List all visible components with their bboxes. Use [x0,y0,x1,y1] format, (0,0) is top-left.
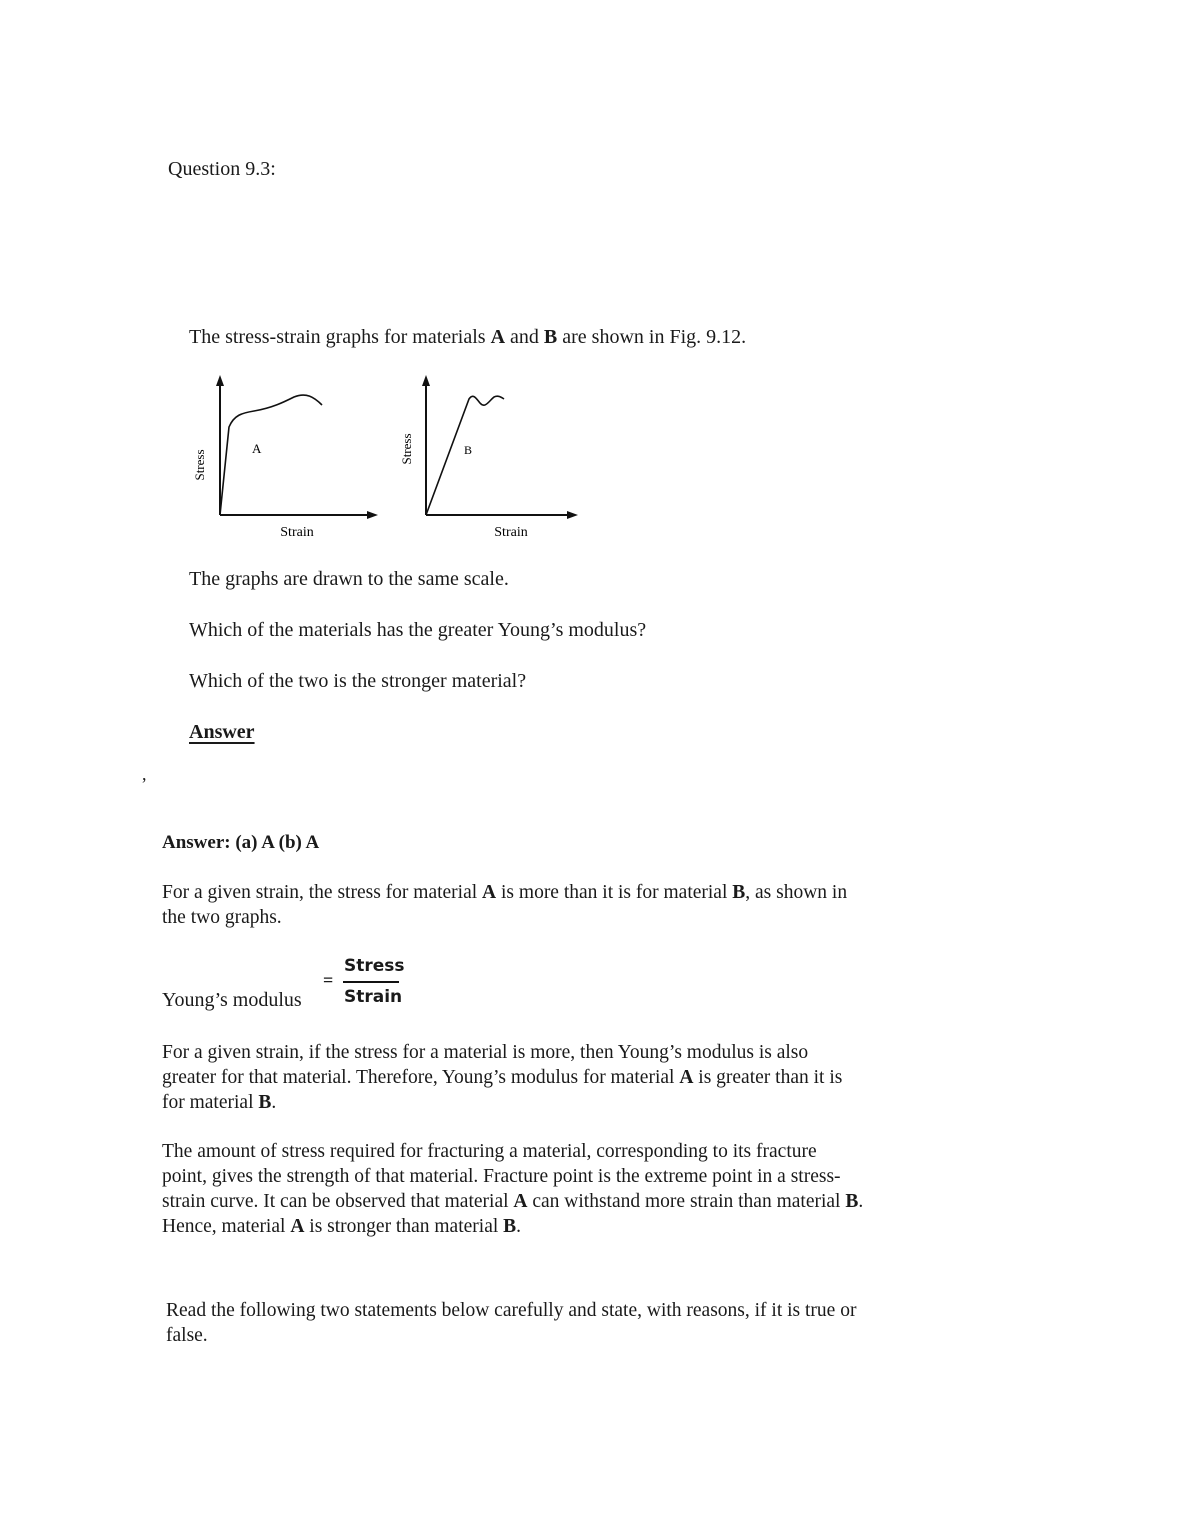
para3-l3-b: B [845,1191,859,1212]
para3-l4-end: . [516,1216,522,1237]
graph-a-x-arrow [367,511,378,519]
para2-line-3 [162,1090,842,1115]
graph-b-xlabel: Strain [494,525,528,540]
para2-l2-end: is greater than it is [693,1067,843,1088]
graph-a-y-arrow [216,375,224,386]
stress-strain-figure [180,365,600,550]
question-part-b: Which of the two is the stronger material? [189,670,527,692]
stray-comma: , [142,764,147,784]
question-number: Question 9.3: [168,158,276,180]
para3-l4-a: A [290,1216,305,1237]
graph-b-x-arrow [567,511,578,519]
intro-text-end: are shown in Fig. 9.12. [557,326,747,348]
next-question-paragraph [166,1298,856,1348]
same-scale-note: The graphs are drawn to the same scale. [189,568,509,590]
para3-line-1: The amount of stress required for fracturing a material, corresponding to its fracture [162,1141,817,1162]
para3-line-4 [162,1214,863,1239]
para3-l3-end: . [858,1191,864,1212]
graph-b-ylabel: Stress [399,433,414,465]
question-part-a: Which of the materials has the greater Young’s modulus? [189,619,647,641]
para1-l1-a: A [482,882,497,903]
para2-line-2 [162,1065,842,1090]
para3-line-3 [162,1189,863,1214]
intro-material-a: A [490,326,506,348]
para1-l1-end: , as shown in [745,882,848,903]
para3-line-2: point, gives the strength of that material. Fracture point is the extreme point in a stress- [162,1166,841,1187]
answer-paragraph-2 [162,1040,842,1115]
graph-b-y-arrow [422,375,430,386]
para3-l4-start: Hence, material [162,1216,291,1237]
next-question-line-2: false. [166,1325,208,1346]
para2-l2-start: greater for that material. Therefore, Young’s modulus for material [162,1067,680,1088]
answer-paragraph-3 [162,1139,863,1239]
answer-link[interactable]: Answer [189,721,255,743]
graph-a-ylabel: Stress [192,449,207,481]
next-question-line-1: Read the following two statements below carefully and state, with reasons, if it is true or [166,1300,857,1321]
para1-l1-start: For a given strain, the stress for material [162,882,483,903]
para3-l3-mid: can withstand more strain than material [527,1191,846,1212]
para2-line-1: For a given strain, if the stress for a material is more, then Young’s modulus is also [162,1042,809,1063]
graph-b [399,375,578,540]
formula-label: Young’s modulus [162,989,302,1011]
para2-l3-b: B [258,1092,272,1113]
graph-a-curve [220,395,322,515]
para1-l1-mid: is more than it is for material [496,882,733,903]
answer-heading: Answer: (a) A (b) A [162,832,320,853]
graph-a-curve-label: A [252,441,262,456]
intro-material-b: B [543,326,558,348]
para1-l1-b: B [732,882,746,903]
para1-line-2: the two graphs. [162,907,282,928]
para3-l3-a: A [513,1191,528,1212]
para2-l3-end: . [271,1092,277,1113]
formula-denominator: Strain [344,987,403,1007]
answer-paragraph-1 [162,880,847,930]
intro-text-and: and [505,326,544,348]
para3-l3-start: strain curve. It can be observed that material [162,1191,514,1212]
graph-a [192,375,378,540]
graph-b-curve-label: B [464,443,473,457]
para2-l3-start: for material [162,1092,259,1113]
formula-fraction-bar [343,981,399,983]
para3-l4-b: B [503,1216,517,1237]
question-intro [189,326,746,349]
graph-a-xlabel: Strain [280,525,314,540]
formula-numerator: Stress [344,956,405,976]
intro-text-start: The stress-strain graphs for materials [189,326,491,348]
para3-l4-mid: is stronger than material [304,1216,504,1237]
para2-l2-a: A [679,1067,694,1088]
para1-line-1 [162,880,847,905]
formula-equals: = [323,970,334,990]
